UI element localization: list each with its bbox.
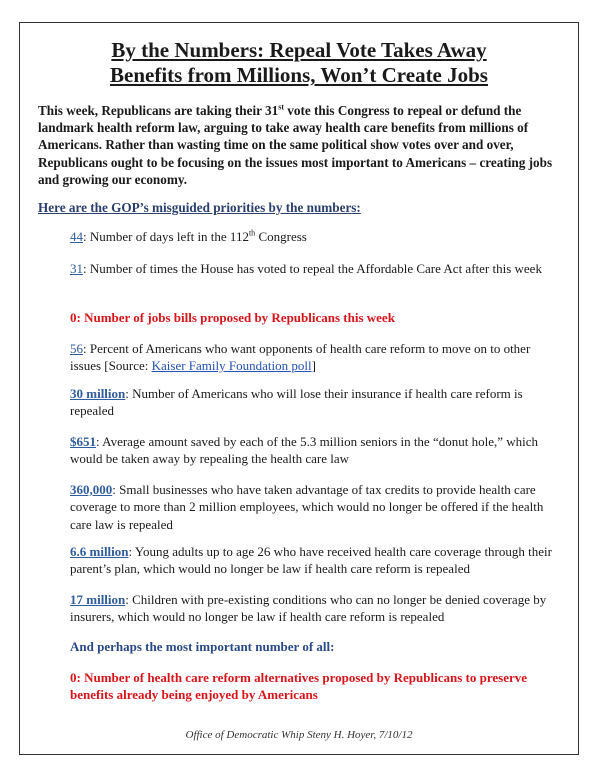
list-item: 360,000: Small businesses who have taken advantage of tax credits to provide health care coverage to more than 2 million employees, which would no longer be offered if the health care law is repealed: [70, 482, 544, 532]
footer-attribution: Office of Democratic Whip Steny H. Hoyer, 7/10/12: [185, 729, 413, 741]
intro-paragraph: This week, Republicans are taking their 31st vote this Congress to repeal or defund the landmark health reform law, arguing to take away health care benefits from millions of Americans. Rather than wasting time on the same political show votes over and over, Republicans ought to be focusing on the issues most important to Americans – creating jobs and growing our economy.: [38, 102, 553, 187]
list-item: $651: Average amount saved by each of the 5.3 million seniors in the “donut hole,” which would be taken away by repealing the health care law: [70, 434, 539, 467]
list-item-highlight: 0: Number of jobs bills proposed by Republicans this week: [70, 310, 395, 325]
stat-number-link[interactable]: 30 million: [70, 386, 126, 401]
stat-number-link[interactable]: 31: [70, 261, 83, 276]
section-heading: Here are the GOP’s misguided priorities by the numbers:: [38, 200, 361, 215]
list-item: 44: Number of days left in the 112th Congress: [70, 228, 307, 244]
closing-lead: And perhaps the most important number of all:: [70, 639, 335, 654]
title-line-2: Benefits from Millions, Won’t Create Jobs: [110, 63, 488, 87]
stat-number-link[interactable]: 44: [70, 229, 83, 244]
stat-number-link[interactable]: 6.6 million: [70, 544, 129, 559]
stat-number-link[interactable]: 56: [70, 341, 83, 356]
list-item: 31: Number of times the House has voted to repeal the Affordable Care Act after this week: [70, 261, 542, 276]
stat-number-link[interactable]: $651: [70, 434, 96, 449]
title-line-1: By the Numbers: Repeal Vote Takes Away: [111, 38, 487, 62]
stat-number-link[interactable]: 17 million: [70, 592, 126, 607]
source-link[interactable]: Kaiser Family Foundation poll: [151, 358, 312, 374]
list-item: 56: Percent of Americans who want opponents of health care reform to move on to other issues [Source: Kaiser Family Foundation poll]: [70, 341, 531, 374]
closing-final: 0: Number of health care reform alternatives proposed by Republicans to preserve benefits already being enjoyed by Americans: [70, 670, 527, 703]
page-title: [19, 38, 579, 88]
stat-number-link[interactable]: 360,000: [70, 482, 113, 497]
list-item: 30 million: Number of Americans who will lose their insurance if health care reform is repealed: [70, 386, 523, 419]
list-item: 17 million: Children with pre-existing conditions who can no longer be denied coverage by insurers, which would no longer be law if health care reform is repealed: [70, 592, 547, 625]
list-item: 6.6 million: Young adults up to age 26 who have received health care coverage through their parent’s plan, which would no longer be law if health care reform is repealed: [70, 544, 552, 577]
